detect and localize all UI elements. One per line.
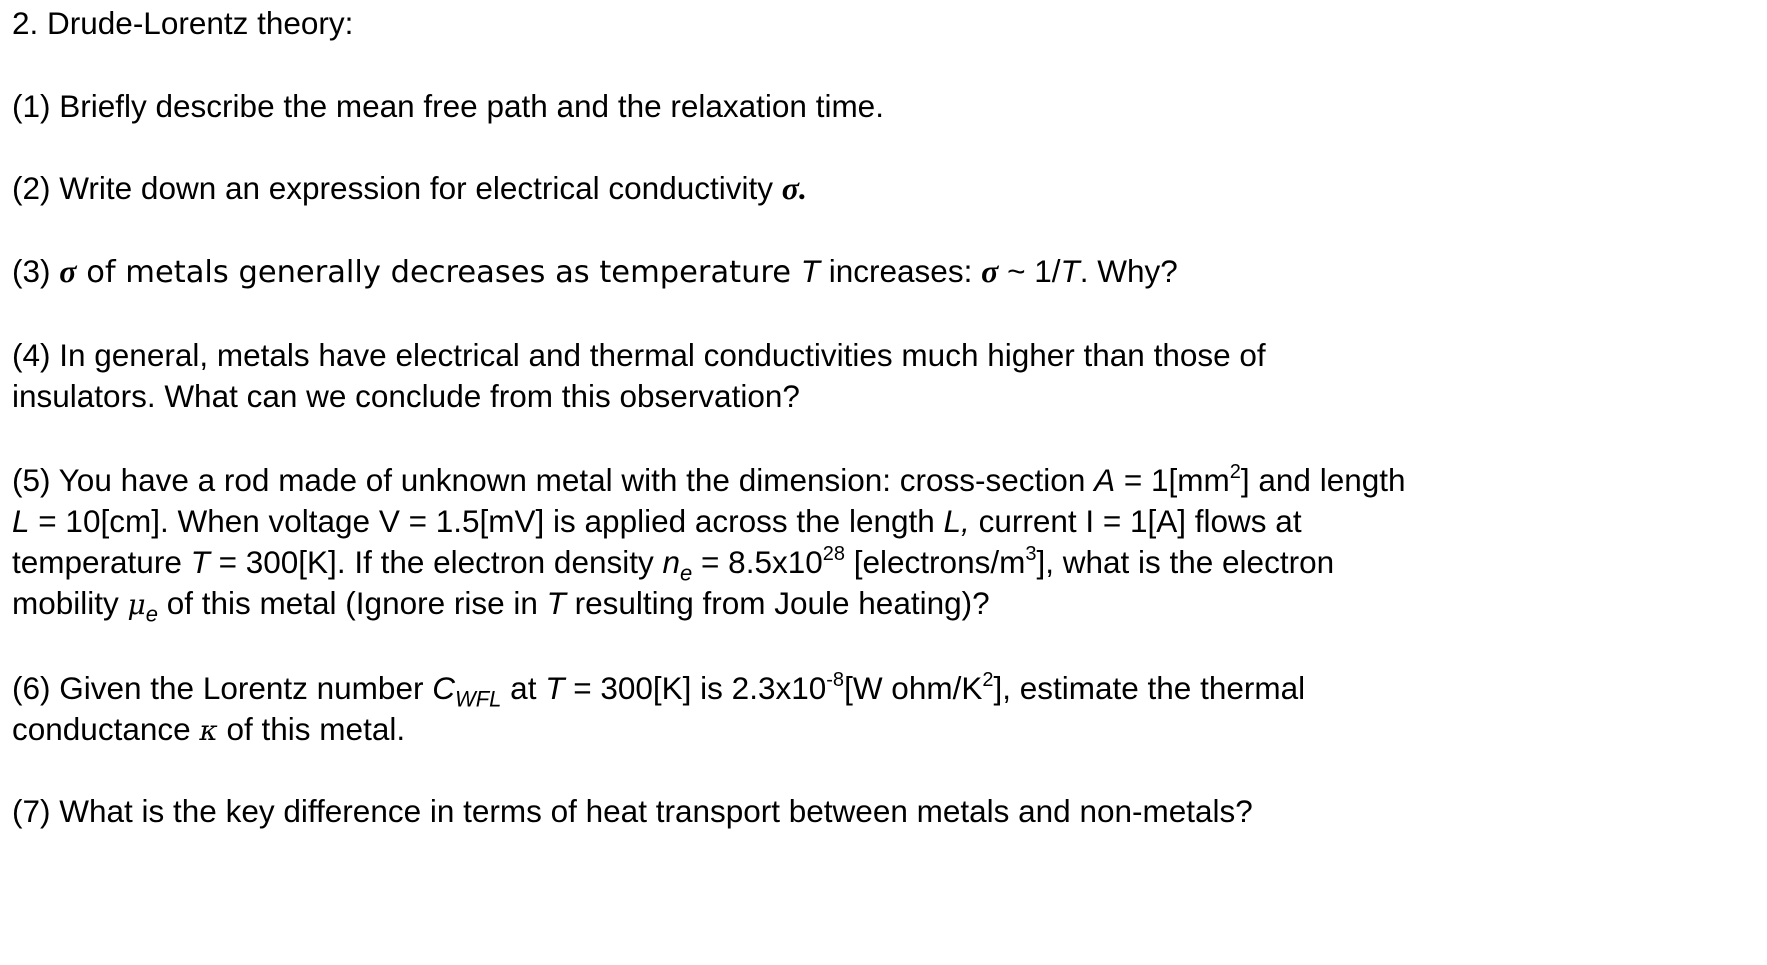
superscript: -8 <box>826 668 845 691</box>
question-5 <box>12 460 1757 625</box>
subscript: WFL <box>454 686 502 712</box>
q5-text: current I = 1[A] flows at <box>969 503 1302 539</box>
question-3-text-c: increases: <box>820 253 982 289</box>
q5-text: of this metal (Ignore rise in <box>157 585 547 621</box>
question-3-approx: ~ 1/ <box>998 253 1061 289</box>
area-symbol: A <box>1094 462 1116 498</box>
question-3-end: . Why? <box>1079 253 1178 289</box>
superscript: 28 <box>822 542 846 565</box>
q6-text: at <box>501 670 546 706</box>
q6-text: ], estimate the thermal <box>993 670 1306 706</box>
q5-text: ], what is the electron <box>1036 544 1335 580</box>
q5-text: temperature <box>12 544 191 580</box>
subscript: e <box>145 601 158 627</box>
sigma-symbol: σ <box>59 253 77 289</box>
q5-text: = 300[K]. If the electron density <box>209 544 663 580</box>
sigma-symbol-2: σ <box>981 253 999 289</box>
question-5-line-3 <box>12 542 1757 586</box>
sigma-symbol: σ <box>781 170 799 206</box>
lorentz-symbol: C <box>432 670 455 706</box>
q5-text: ] and length <box>1240 462 1406 498</box>
length-symbol: L <box>12 503 30 539</box>
density-symbol: n <box>662 544 681 580</box>
length-symbol: L, <box>943 503 970 539</box>
question-2-period: . <box>799 170 807 206</box>
question-2-line <box>12 168 1757 209</box>
q5-text: (5) You have a rod made of unknown metal with the dimension: cross-section <box>12 462 1095 498</box>
q5-text: = 10[cm]. When voltage V = 1.5[mV] is applied across the length <box>29 503 944 539</box>
superscript: 2 <box>1229 460 1241 483</box>
question-3-text-a: of metals <box>76 255 229 290</box>
q5-text: = 1[mm <box>1115 462 1230 498</box>
question-4-line-2: insulators. What can we conclude from this observation? <box>12 378 800 414</box>
temperature-symbol: T <box>190 544 210 580</box>
question-6-line-2 <box>12 709 1757 751</box>
question-7-text: (7) What is the key difference in terms of heat transport between metals and non-metals? <box>12 793 1253 829</box>
question-2-text: (2) Write down an expression for electrical conductivity <box>12 170 782 206</box>
section-heading: 2. Drude-Lorentz theory: <box>12 5 354 41</box>
temperature-symbol: T <box>545 670 565 706</box>
superscript: 2 <box>982 668 994 691</box>
question-5-line-4 <box>12 583 1757 625</box>
temperature-symbol: T <box>800 253 821 289</box>
question-7 <box>12 791 1757 832</box>
question-3-text-b: generally decreases as temperature <box>228 255 801 290</box>
question-4 <box>12 335 1757 417</box>
mobility-symbol: μ <box>127 588 146 621</box>
q6-text: [W ohm/K <box>844 670 983 706</box>
question-3-line <box>12 251 1757 293</box>
q5-text: mobility <box>12 585 128 621</box>
question-5-line-1 <box>12 460 1757 501</box>
subscript: e <box>680 560 693 586</box>
question-3 <box>12 251 1757 293</box>
q6-text: (6) Given the Lorentz number <box>12 670 433 706</box>
question-2 <box>12 168 1757 209</box>
question-1 <box>12 86 1757 127</box>
question-1-text: (1) Briefly describe the mean free path and the relaxation time. <box>12 88 884 124</box>
question-3-number: (3) <box>12 253 60 289</box>
q6-text: of this metal. <box>217 711 406 747</box>
q5-text: [electrons/m <box>845 544 1026 580</box>
temperature-symbol-2: T <box>1060 253 1080 289</box>
q6-text: = 300[K] is 2.3x10 <box>564 670 827 706</box>
q5-text: = 8.5x10 <box>692 544 823 580</box>
question-5-line-2 <box>12 501 1757 542</box>
kappa-symbol: κ <box>199 714 218 747</box>
q6-text: conductance <box>12 711 200 747</box>
q5-text: resulting from Joule heating)? <box>565 585 990 621</box>
question-6-line-1 <box>12 668 1757 712</box>
question-6 <box>12 668 1757 751</box>
temperature-symbol: T <box>546 585 566 621</box>
question-4-line-1: (4) In general, metals have electrical and thermal conductivities much higher than those of <box>12 337 1266 373</box>
superscript: 3 <box>1025 542 1037 565</box>
